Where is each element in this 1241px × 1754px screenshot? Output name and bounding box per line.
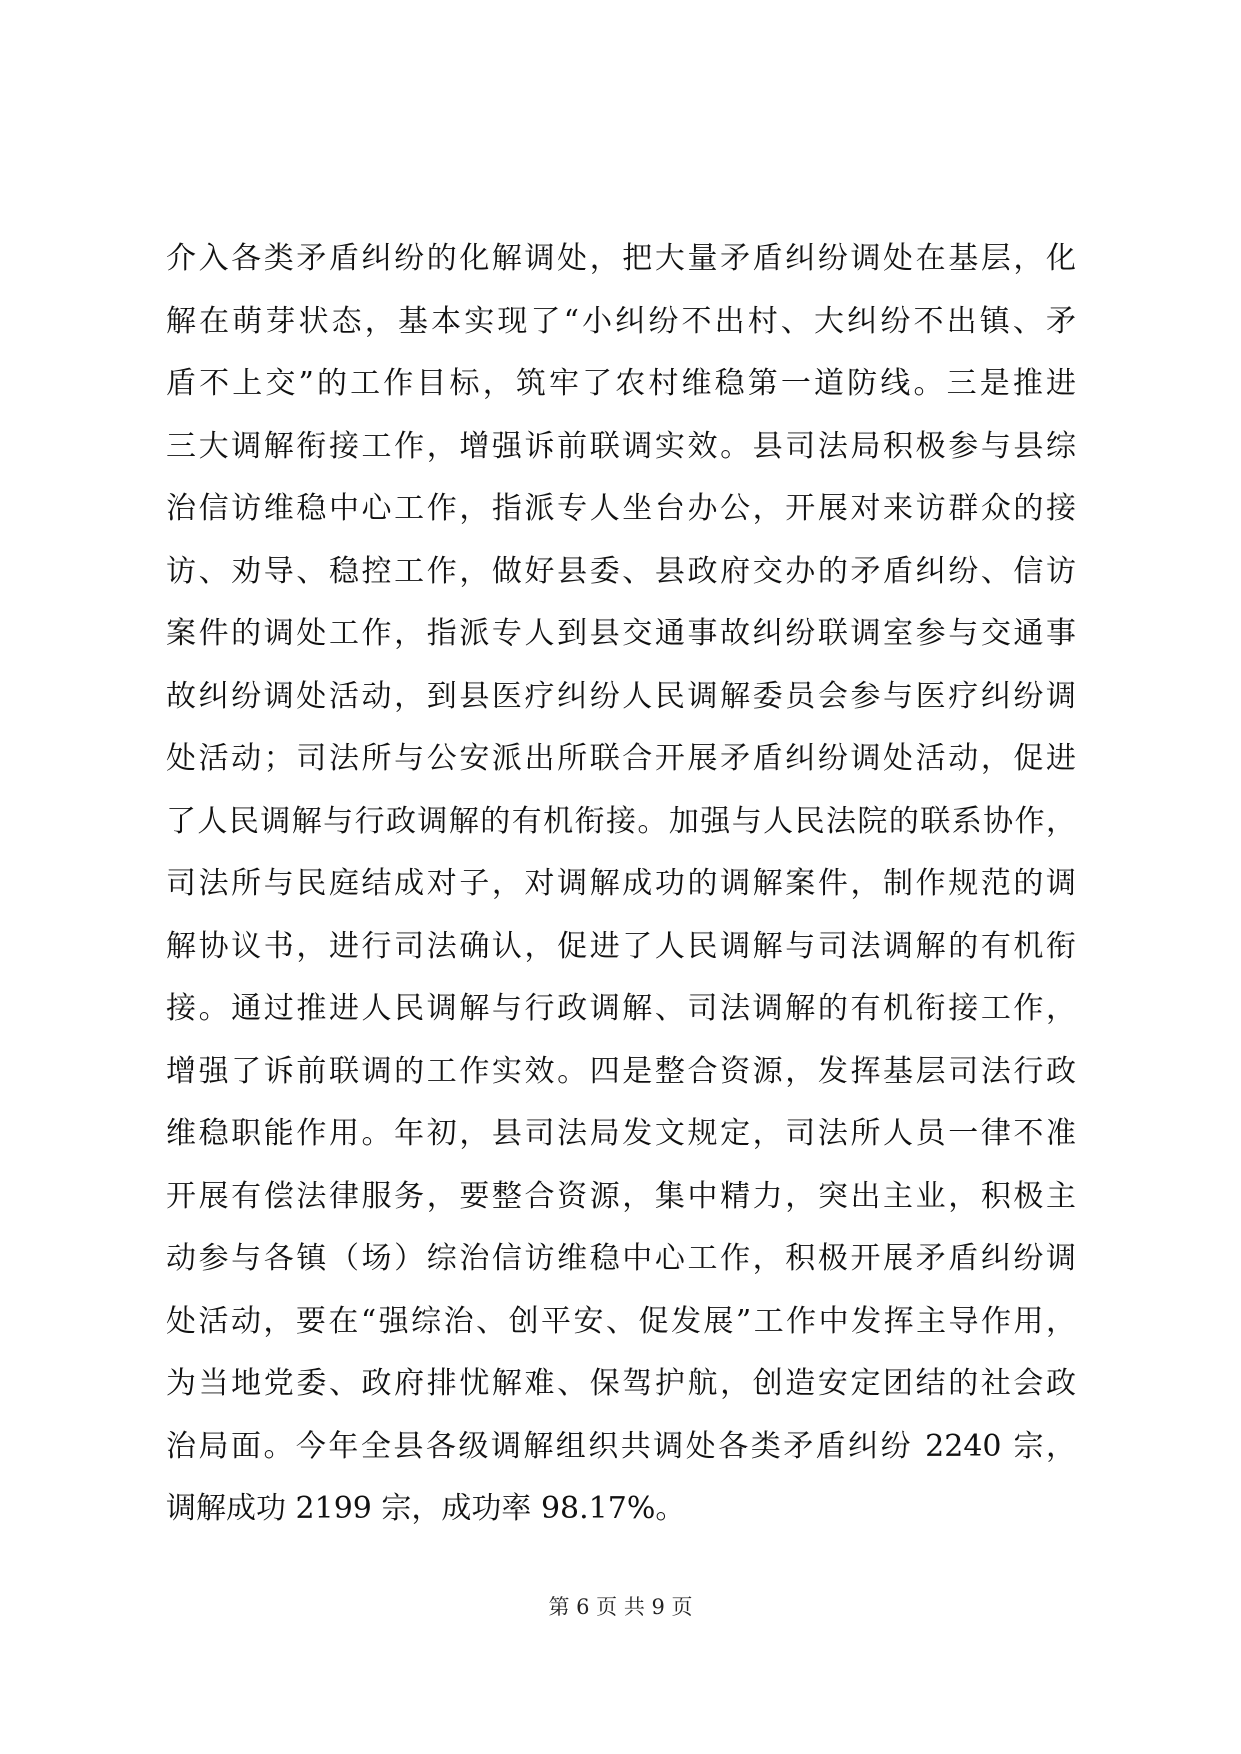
text-line: 开展有偿法律服务，要整合资源，集中精力，突出主业，积极主: [166, 1178, 1076, 1214]
text-line: 盾不上交”的工作目标，筑牢了农村维稳第一道防线。三是推进: [166, 366, 1076, 401]
text-line: 解在萌芽状态，基本实现了“小纠纷不出村、大纠纷不出镇、矛: [166, 303, 1076, 339]
text-line: 治信访维稳中心工作，指派专人坐台办公，开展对来访群众的接: [166, 491, 1076, 526]
text-line: 解协议书，进行司法确认，促进了人民调解与司法调解的有机衔: [166, 928, 1076, 964]
text-line: 处活动；司法所与公安派出所联合开展矛盾纠纷调处活动，促进: [166, 741, 1076, 776]
text-line: 接。通过推进人民调解与行政调解、司法调解的有机衔接工作，: [166, 991, 1076, 1026]
text-line: 访、劝导、稳控工作，做好县委、县政府交办的矛盾纠纷、信访: [166, 553, 1076, 589]
text-line: 维稳职能作用。年初，县司法局发文规定，司法所人员一律不准: [166, 1116, 1076, 1151]
text-line: 介入各类矛盾纠纷的化解调处，把大量矛盾纠纷调处在基层，化: [166, 241, 1076, 276]
page-number-footer: 第 6 页 共 9 页: [548, 1595, 693, 1619]
text-line: 司法所与民庭结成对子，对调解成功的调解案件，制作规范的调: [166, 866, 1076, 901]
text-line: 三大调解衔接工作，增强诉前联调实效。县司法局积极参与县综: [166, 428, 1076, 464]
text-line: 案件的调处工作，指派专人到县交通事故纠纷联调室参与交通事: [166, 616, 1076, 651]
text-line: 处活动，要在“强综治、创平安、促发展”工作中发挥主导作用，: [166, 1303, 1076, 1339]
text-line: 增强了诉前联调的工作实效。四是整合资源，发挥基层司法行政: [166, 1053, 1076, 1089]
text-line: 了人民调解与行政调解的有机衔接。加强与人民法院的联系协作，: [166, 803, 1076, 839]
text-line: 动参与各镇（场）综治信访维稳中心工作，积极开展矛盾纠纷调: [166, 1241, 1076, 1276]
body-paragraph: [166, 228, 1076, 1541]
text-line-last: 调解成功 2199 宗，成功率 98.17%。: [166, 1491, 686, 1526]
text-line: 为当地党委、政府排忧解难、保驾护航，创造安定团结的社会政: [166, 1366, 1076, 1401]
text-line: 故纠纷调处活动，到县医疗纠纷人民调解委员会参与医疗纠纷调: [166, 678, 1076, 714]
text-line: 治局面。今年全县各级调解组织共调处各类矛盾纠纷 2240 宗，: [166, 1428, 1076, 1464]
